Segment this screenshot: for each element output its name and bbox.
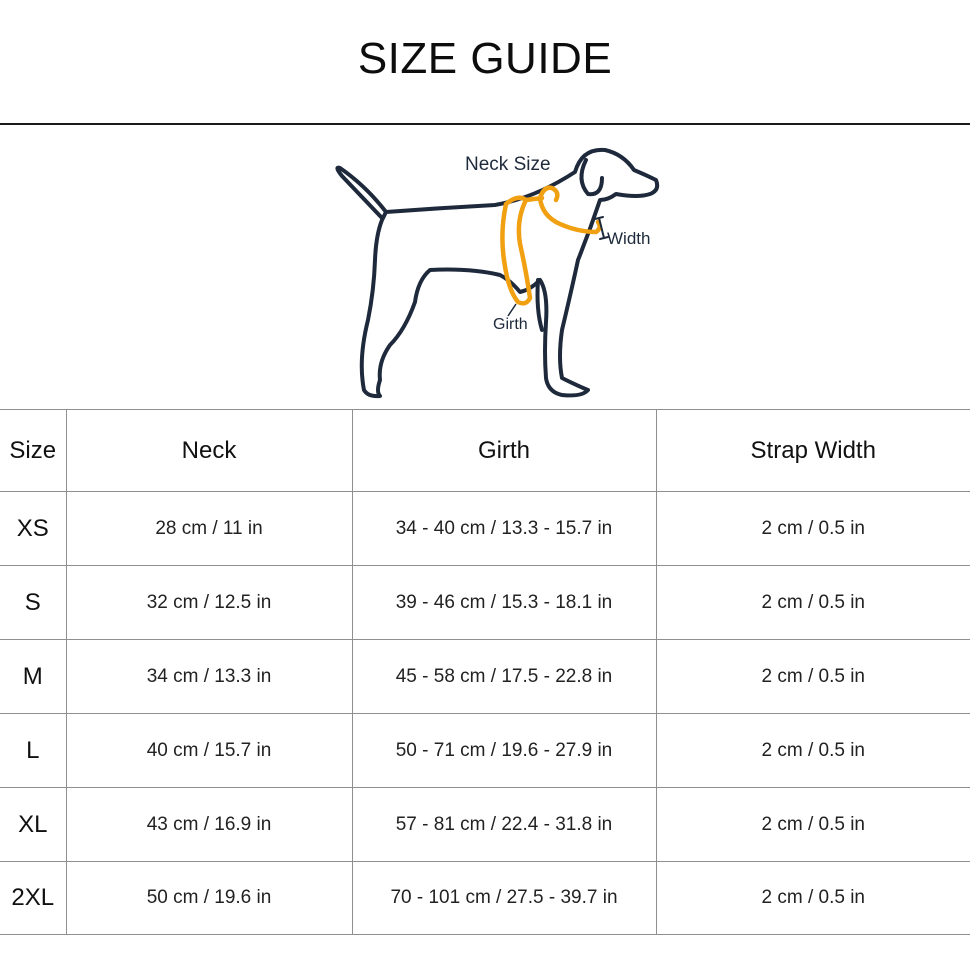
- width-label: Width: [607, 229, 651, 248]
- table-header-row: [0, 410, 970, 492]
- dog-ear: [581, 160, 602, 194]
- header-neck: Neck: [66, 410, 352, 492]
- header-size: Size: [0, 410, 66, 492]
- table-row: [0, 640, 970, 714]
- table-row: [0, 492, 970, 566]
- strap-width-cell: 2 cm / 0.5 in: [656, 862, 970, 935]
- harness-connector: [526, 198, 542, 200]
- dog-tail: [337, 168, 386, 218]
- girth-cell: 57 - 81 cm / 22.4 - 31.8 in: [352, 788, 656, 862]
- header-girth: Girth: [352, 410, 656, 492]
- size-table: [0, 409, 970, 935]
- table-row: [0, 714, 970, 788]
- table-row: [0, 788, 970, 862]
- dog-measurement-diagram: [320, 140, 680, 405]
- strap-width-cell: 2 cm / 0.5 in: [656, 640, 970, 714]
- size-cell: XS: [0, 492, 66, 566]
- strap-width-cell: 2 cm / 0.5 in: [656, 566, 970, 640]
- size-cell: 2XL: [0, 862, 66, 935]
- strap-width-cell: 2 cm / 0.5 in: [656, 788, 970, 862]
- dog-illustration: [320, 140, 680, 405]
- girth-cell: 70 - 101 cm / 27.5 - 39.7 in: [352, 862, 656, 935]
- size-cell: L: [0, 714, 66, 788]
- neck-size-label: Neck Size: [465, 154, 551, 175]
- girth-label: Girth: [493, 316, 528, 333]
- girth-cell: 45 - 58 cm / 17.5 - 22.8 in: [352, 640, 656, 714]
- strap-width-cell: 2 cm / 0.5 in: [656, 492, 970, 566]
- page-title: SIZE GUIDE: [357, 34, 613, 83]
- girth-cell: 34 - 40 cm / 13.3 - 15.7 in: [352, 492, 656, 566]
- strap-width-cell: 2 cm / 0.5 in: [656, 714, 970, 788]
- table-row: [0, 566, 970, 640]
- title-divider: [0, 123, 970, 125]
- girth-cell: 39 - 46 cm / 15.3 - 18.1 in: [352, 566, 656, 640]
- girth-cell: 50 - 71 cm / 19.6 - 27.9 in: [352, 714, 656, 788]
- dog-body: [362, 150, 657, 396]
- neck-cell: 32 cm / 12.5 in: [66, 566, 352, 640]
- size-cell: XL: [0, 788, 66, 862]
- neck-cell: 50 cm / 19.6 in: [66, 862, 352, 935]
- neck-cell: 40 cm / 15.7 in: [66, 714, 352, 788]
- dog-leg-line: [538, 280, 543, 330]
- size-cell: S: [0, 566, 66, 640]
- neck-cell: 34 cm / 13.3 in: [66, 640, 352, 714]
- size-cell: M: [0, 640, 66, 714]
- girth-pointer: [508, 304, 516, 316]
- neck-cell: 43 cm / 16.9 in: [66, 788, 352, 862]
- table-row: [0, 862, 970, 935]
- neck-cell: 28 cm / 11 in: [66, 492, 352, 566]
- header-strap-width: Strap Width: [656, 410, 970, 492]
